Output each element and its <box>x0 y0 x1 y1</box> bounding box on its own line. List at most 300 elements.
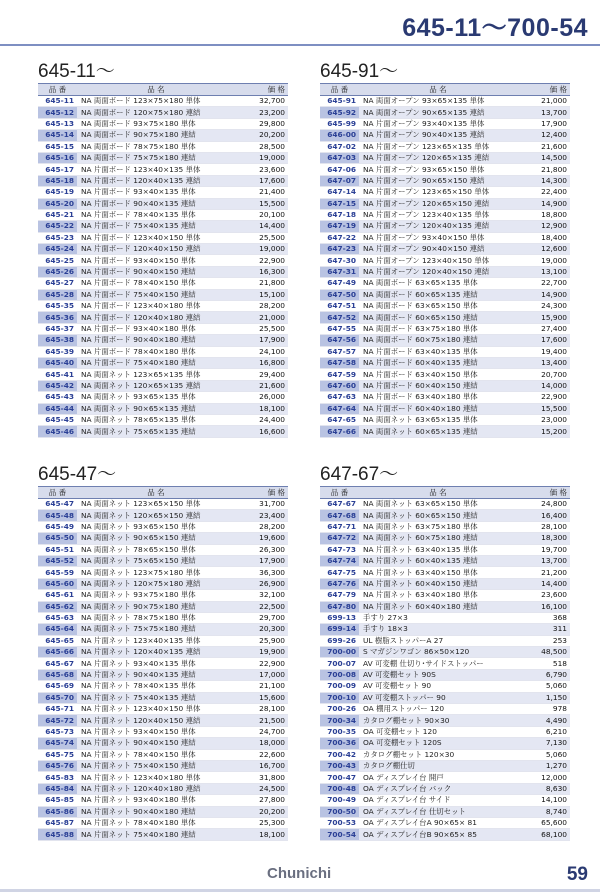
col-header-name: 品 名 <box>77 487 235 499</box>
product-price: 28,100 <box>235 704 288 715</box>
col-header-price: 価 格 <box>517 487 570 499</box>
product-name: NA 片面ボード 120×40×180 連結 <box>77 312 235 323</box>
product-price: 18,100 <box>235 403 288 414</box>
product-name: カタログ棚セット 120×30 <box>359 749 517 760</box>
product-code: 645-88 <box>38 829 77 840</box>
price-block <box>38 61 288 438</box>
product-code: 645-68 <box>38 669 77 680</box>
product-code: 645-28 <box>38 289 77 300</box>
product-name: OA ディスプレイ台 サイド <box>359 795 517 806</box>
price-table <box>38 486 288 841</box>
table-row <box>38 266 288 277</box>
product-name: AV 可変棚セット 90 <box>359 681 517 692</box>
product-code: 645-62 <box>38 601 77 612</box>
product-name: S マガジンワゴン 86×50×120 <box>359 647 517 658</box>
product-name: NA 片面ネット 93×40×135 単体 <box>77 658 235 669</box>
product-name: NA 片面ボード 63×40×150 単体 <box>359 369 517 380</box>
product-code: 700-47 <box>320 772 359 783</box>
product-name: NA 片面ネット 75×40×135 連結 <box>77 692 235 703</box>
product-code: 645-48 <box>38 510 77 521</box>
table-row <box>320 369 570 380</box>
table-row <box>38 726 288 737</box>
product-code: 645-71 <box>38 704 77 715</box>
product-name: NA 両面ネット 75×65×135 連結 <box>77 426 235 437</box>
table-row <box>320 658 570 669</box>
product-name: NA 両面ボード 78×75×180 単体 <box>77 141 235 152</box>
product-name: NA 片面ネット 60×40×135 連結 <box>359 555 517 566</box>
table-row <box>320 681 570 692</box>
product-price: 24,700 <box>235 726 288 737</box>
product-price: 368 <box>517 612 570 623</box>
product-code: 645-76 <box>38 760 77 771</box>
product-name: NA 片面オープン 123×65×150 単体 <box>359 187 517 198</box>
table-row <box>38 806 288 817</box>
product-code: 647-50 <box>320 289 359 300</box>
product-code: 645-46 <box>38 426 77 437</box>
product-name: NA 片面オープン 90×65×150 連結 <box>359 175 517 186</box>
col-header-code: 品 番 <box>38 84 77 96</box>
table-row <box>320 760 570 771</box>
product-code: 645-23 <box>38 232 77 243</box>
table-row <box>320 244 570 255</box>
product-code: 647-49 <box>320 278 359 289</box>
product-price: 29,700 <box>235 612 288 623</box>
product-code: 645-26 <box>38 266 77 277</box>
product-name: カタログ棚仕切 <box>359 760 517 771</box>
product-name: NA 片面ボード 123×40×150 単体 <box>77 232 235 243</box>
product-name: NA 片面ボード 120×40×150 連結 <box>77 244 235 255</box>
product-price: 32,100 <box>235 590 288 601</box>
product-name: NA 片面ネット 63×40×135 単体 <box>359 544 517 555</box>
product-code: 647-07 <box>320 175 359 186</box>
table-row <box>320 357 570 368</box>
product-code: 647-31 <box>320 266 359 277</box>
price-block <box>320 61 570 438</box>
table-row <box>38 187 288 198</box>
table-row <box>320 704 570 715</box>
table-row <box>38 704 288 715</box>
table-row <box>320 829 570 840</box>
table-row <box>320 521 570 532</box>
product-price: 12,000 <box>517 772 570 783</box>
product-price: 21,100 <box>235 681 288 692</box>
table-row <box>38 130 288 141</box>
product-name: NA 片面オープン 120×65×150 連結 <box>359 198 517 209</box>
table-row <box>38 533 288 544</box>
product-code: 647-80 <box>320 601 359 612</box>
product-name: NA 両面ボード 123×75×180 単体 <box>77 96 235 107</box>
product-name: NA 片面ネット 78×40×150 単体 <box>77 749 235 760</box>
table-row <box>38 164 288 175</box>
product-price: 6,790 <box>517 669 570 680</box>
table-row <box>320 612 570 623</box>
product-code: 647-75 <box>320 567 359 578</box>
product-price: 14,500 <box>517 152 570 163</box>
product-code: 645-61 <box>38 590 77 601</box>
table-row <box>38 255 288 266</box>
product-price: 22,600 <box>235 749 288 760</box>
table-row <box>320 806 570 817</box>
product-price: 21,000 <box>517 96 570 107</box>
product-price: 21,400 <box>235 187 288 198</box>
product-price: 18,100 <box>235 829 288 840</box>
product-code: 647-22 <box>320 232 359 243</box>
product-price: 22,900 <box>235 255 288 266</box>
product-name: NA 片面ボード 90×40×135 連結 <box>77 198 235 209</box>
product-price: 65,600 <box>517 817 570 828</box>
product-name: NA 片面ボード 60×40×180 連結 <box>359 403 517 414</box>
table-row <box>38 647 288 658</box>
product-name: NA 片面オープン 90×40×150 連結 <box>359 244 517 255</box>
product-price: 17,900 <box>517 118 570 129</box>
table-row <box>320 392 570 403</box>
product-code: 645-39 <box>38 346 77 357</box>
product-code: 645-72 <box>38 715 77 726</box>
product-code: 645-40 <box>38 357 77 368</box>
product-name: NA 両面ネット 120×75×180 連結 <box>77 578 235 589</box>
product-price: 24,300 <box>517 301 570 312</box>
table-row <box>38 289 288 300</box>
table-row <box>320 152 570 163</box>
product-code: 647-52 <box>320 312 359 323</box>
product-price: 17,900 <box>235 555 288 566</box>
product-price: 29,800 <box>235 118 288 129</box>
product-name: NA 片面ネット 120×40×135 連結 <box>77 647 235 658</box>
product-code: 699-13 <box>320 612 359 623</box>
product-price: 18,000 <box>235 738 288 749</box>
product-code: 645-27 <box>38 278 77 289</box>
price-block <box>38 464 288 841</box>
product-code: 647-74 <box>320 555 359 566</box>
product-code: 645-20 <box>38 198 77 209</box>
product-name: NA 両面ネット 93×75×180 単体 <box>77 590 235 601</box>
product-code: 645-52 <box>38 555 77 566</box>
product-code: 700-49 <box>320 795 359 806</box>
product-code: 645-25 <box>38 255 77 266</box>
product-price: 22,900 <box>235 658 288 669</box>
product-code: 645-73 <box>38 726 77 737</box>
table-row <box>320 323 570 334</box>
product-price: 17,000 <box>235 669 288 680</box>
product-name: UL 樹脂ストッパーA 27 <box>359 635 517 646</box>
product-price: 13,700 <box>517 555 570 566</box>
block-title: 645-47～ <box>38 464 117 485</box>
product-code: 647-58 <box>320 357 359 368</box>
product-price: 25,300 <box>235 817 288 828</box>
product-code: 646-00 <box>320 130 359 141</box>
product-name: NA 両面ボード 120×75×180 連結 <box>77 107 235 118</box>
product-code: 647-57 <box>320 346 359 357</box>
product-price: 16,100 <box>517 601 570 612</box>
table-row <box>38 426 288 437</box>
product-name: NA 両面ボード 63×65×135 単体 <box>359 278 517 289</box>
product-code: 645-42 <box>38 380 77 391</box>
product-code: 647-79 <box>320 590 359 601</box>
product-price: 25,900 <box>235 635 288 646</box>
product-name: NA 片面ボード 123×40×135 単体 <box>77 164 235 175</box>
col-header-name: 品 名 <box>359 84 517 96</box>
product-price: 36,300 <box>235 567 288 578</box>
product-name: OA ディスプレイ台 開戸 <box>359 772 517 783</box>
table-row <box>38 152 288 163</box>
product-price: 28,500 <box>235 141 288 152</box>
product-code: 647-51 <box>320 301 359 312</box>
product-price: 14,100 <box>517 795 570 806</box>
table-row <box>320 164 570 175</box>
table-row <box>320 669 570 680</box>
product-price: 26,000 <box>235 392 288 403</box>
product-code: 645-38 <box>38 335 77 346</box>
table-row <box>38 346 288 357</box>
product-price: 8,630 <box>517 783 570 794</box>
table-row <box>38 232 288 243</box>
table-row <box>38 669 288 680</box>
product-name: NA 両面ネット 60×65×135 連結 <box>359 426 517 437</box>
product-price: 31,800 <box>235 772 288 783</box>
table-row <box>38 601 288 612</box>
product-name: NA 片面ボード 63×40×135 単体 <box>359 346 517 357</box>
product-price: 20,100 <box>235 209 288 220</box>
product-name: NA 両面ネット 60×65×150 連結 <box>359 510 517 521</box>
product-name: NA 両面ネット 63×65×150 単体 <box>359 499 517 510</box>
table-row <box>320 533 570 544</box>
table-row <box>38 301 288 312</box>
product-price: 5,060 <box>517 749 570 760</box>
product-name: NA 両面ネット 63×65×135 単体 <box>359 414 517 425</box>
product-price: 16,700 <box>235 760 288 771</box>
product-code: 700-08 <box>320 669 359 680</box>
page-title: 645-11～700-54 <box>402 14 588 42</box>
product-code: 647-14 <box>320 187 359 198</box>
product-code: 645-65 <box>38 635 77 646</box>
table-row <box>38 107 288 118</box>
table-row <box>320 118 570 129</box>
table-row <box>320 635 570 646</box>
product-price: 12,400 <box>517 130 570 141</box>
table-row <box>320 772 570 783</box>
product-name: OA 可変棚セット 120 <box>359 726 517 737</box>
table-row <box>38 783 288 794</box>
product-name: AV 可変棚セット 90S <box>359 669 517 680</box>
table-row <box>320 738 570 749</box>
header-rule <box>0 44 600 46</box>
product-price: 21,500 <box>235 715 288 726</box>
table-row <box>38 323 288 334</box>
product-code: 700-26 <box>320 704 359 715</box>
product-code: 647-18 <box>320 209 359 220</box>
table-row <box>38 612 288 623</box>
block-title: 645-11～ <box>38 61 115 82</box>
product-price: 21,200 <box>517 567 570 578</box>
product-name: NA 片面ネット 63×40×180 単体 <box>359 590 517 601</box>
product-code: 700-07 <box>320 658 359 669</box>
table-row <box>320 221 570 232</box>
product-price: 18,800 <box>517 209 570 220</box>
product-code: 645-69 <box>38 681 77 692</box>
product-name: NA 両面ボード 75×75×180 連結 <box>77 152 235 163</box>
product-code: 645-92 <box>320 107 359 118</box>
product-price: 28,200 <box>235 521 288 532</box>
product-price: 19,600 <box>235 533 288 544</box>
product-name: NA 両面オープン 93×65×135 単体 <box>359 96 517 107</box>
table-row <box>38 175 288 186</box>
product-price: 14,300 <box>517 175 570 186</box>
product-name: NA 片面ネット 123×40×150 単体 <box>77 704 235 715</box>
product-name: NA 片面ネット 90×40×180 連結 <box>77 806 235 817</box>
product-name: NA 両面ネット 120×65×150 連結 <box>77 510 235 521</box>
product-price: 14,400 <box>517 578 570 589</box>
product-price: 22,400 <box>517 187 570 198</box>
product-name: NA 片面ボード 90×40×180 連結 <box>77 335 235 346</box>
product-price: 26,900 <box>235 578 288 589</box>
product-price: 12,900 <box>517 221 570 232</box>
product-code: 645-21 <box>38 209 77 220</box>
product-price: 68,100 <box>517 829 570 840</box>
product-price: 26,300 <box>235 544 288 555</box>
product-name: NA 両面ネット 75×65×150 連結 <box>77 555 235 566</box>
product-name: NA 両面ボード 90×75×180 連結 <box>77 130 235 141</box>
product-code: 645-44 <box>38 403 77 414</box>
product-code: 647-68 <box>320 510 359 521</box>
table-row <box>38 829 288 840</box>
table-row <box>38 692 288 703</box>
product-name: NA 片面ネット 60×40×180 連結 <box>359 601 517 612</box>
table-row <box>38 772 288 783</box>
col-header-name: 品 名 <box>359 487 517 499</box>
product-name: NA 両面ネット 90×65×135 連結 <box>77 403 235 414</box>
table-row <box>38 624 288 635</box>
product-name: NA 両面ネット 63×75×180 単体 <box>359 521 517 532</box>
product-name: 手すり 27×3 <box>359 612 517 623</box>
table-row <box>38 795 288 806</box>
product-price: 23,400 <box>235 510 288 521</box>
col-header-price: 価 格 <box>517 84 570 96</box>
product-code: 645-75 <box>38 749 77 760</box>
product-price: 15,100 <box>235 289 288 300</box>
product-price: 311 <box>517 624 570 635</box>
product-name: NA 片面オープン 93×40×150 単体 <box>359 232 517 243</box>
product-name: NA 片面ネット 120×40×150 連結 <box>77 715 235 726</box>
table-row <box>38 403 288 414</box>
product-code: 647-06 <box>320 164 359 175</box>
product-price: 1,270 <box>517 760 570 771</box>
product-price: 27,800 <box>235 795 288 806</box>
product-name: NA 片面ネット 78×40×180 単体 <box>77 817 235 828</box>
brand-logo: Chunichi <box>267 865 332 882</box>
table-row <box>320 726 570 737</box>
col-header-price: 価 格 <box>235 487 288 499</box>
col-header-code: 品 番 <box>38 487 77 499</box>
table-row <box>320 578 570 589</box>
product-code: 645-13 <box>38 118 77 129</box>
product-code: 645-17 <box>38 164 77 175</box>
product-price: 14,900 <box>517 198 570 209</box>
product-price: 19,900 <box>235 647 288 658</box>
table-row <box>38 544 288 555</box>
product-name: NA 片面オープン 90×40×135 連結 <box>359 130 517 141</box>
table-row <box>38 510 288 521</box>
product-code: 647-76 <box>320 578 359 589</box>
table-row <box>320 380 570 391</box>
product-name: OA ディスプレイ台B 90×65× 85 <box>359 829 517 840</box>
product-price: 24,100 <box>235 346 288 357</box>
product-price: 8,740 <box>517 806 570 817</box>
table-row <box>320 817 570 828</box>
product-code: 647-63 <box>320 392 359 403</box>
table-row <box>38 817 288 828</box>
product-code: 647-15 <box>320 198 359 209</box>
product-code: 645-99 <box>320 118 359 129</box>
product-price: 21,800 <box>517 164 570 175</box>
table-row <box>320 567 570 578</box>
product-name: NA 片面オープン 123×65×135 単体 <box>359 141 517 152</box>
product-code: 700-53 <box>320 817 359 828</box>
product-price: 21,000 <box>235 312 288 323</box>
col-header-price: 価 格 <box>235 84 288 96</box>
table-row <box>38 141 288 152</box>
product-price: 24,800 <box>517 499 570 510</box>
product-name: NA 片面ボード 90×40×150 連結 <box>77 266 235 277</box>
table-row <box>320 312 570 323</box>
product-name: NA 両面ネット 78×75×180 単体 <box>77 612 235 623</box>
product-name: OA ディスプレイ台 仕切セット <box>359 806 517 817</box>
col-header-name: 品 名 <box>77 84 235 96</box>
product-code: 699-14 <box>320 624 359 635</box>
product-name: NA 片面ネット 90×40×150 連結 <box>77 738 235 749</box>
product-name: NA 両面オープン 90×65×135 連結 <box>359 107 517 118</box>
product-code: 645-91 <box>320 96 359 107</box>
product-code: 645-41 <box>38 369 77 380</box>
product-code: 647-03 <box>320 152 359 163</box>
col-header-code: 品 番 <box>320 487 359 499</box>
product-name: NA 片面ボード 60×40×135 連結 <box>359 357 517 368</box>
product-name: NA 片面ネット 123×40×180 単体 <box>77 772 235 783</box>
product-code: 645-37 <box>38 323 77 334</box>
product-price: 12,600 <box>517 244 570 255</box>
product-code: 645-22 <box>38 221 77 232</box>
product-price: 20,200 <box>235 806 288 817</box>
table-row <box>38 749 288 760</box>
product-price: 24,500 <box>235 783 288 794</box>
product-price: 18,300 <box>517 533 570 544</box>
product-price: 48,500 <box>517 647 570 658</box>
table-row <box>320 692 570 703</box>
product-code: 647-59 <box>320 369 359 380</box>
product-name: NA 片面ボード 78×40×135 単体 <box>77 209 235 220</box>
table-row <box>320 624 570 635</box>
product-name: NA 両面ネット 90×65×150 連結 <box>77 533 235 544</box>
product-code: 645-15 <box>38 141 77 152</box>
table-row <box>38 244 288 255</box>
product-name: NA 両面ネット 78×65×135 単体 <box>77 414 235 425</box>
table-row <box>320 544 570 555</box>
table-row <box>320 426 570 437</box>
product-name: NA 片面ボード 78×40×180 単体 <box>77 346 235 357</box>
product-code: 647-02 <box>320 141 359 152</box>
table-row <box>320 510 570 521</box>
product-price: 5,060 <box>517 681 570 692</box>
product-code: 700-50 <box>320 806 359 817</box>
product-code: 645-60 <box>38 578 77 589</box>
table-row <box>38 118 288 129</box>
product-price: 16,300 <box>235 266 288 277</box>
product-name: NA 片面オープン 93×40×135 単体 <box>359 118 517 129</box>
product-code: 647-73 <box>320 544 359 555</box>
product-price: 28,100 <box>517 521 570 532</box>
product-name: OA ディスプレイ台A 90×65× 81 <box>359 817 517 828</box>
product-price: 15,900 <box>517 312 570 323</box>
product-code: 645-87 <box>38 817 77 828</box>
